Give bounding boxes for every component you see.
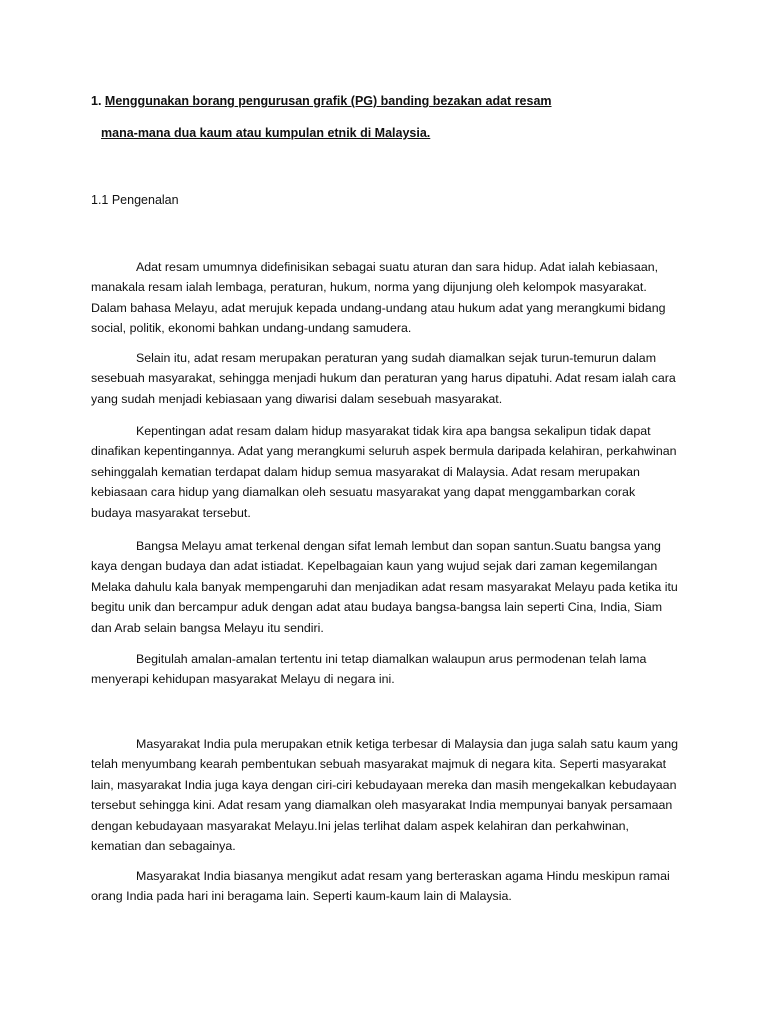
question-number: 1. [91, 94, 102, 108]
paragraph: Masyarakat India biasanya mengikut adat resam yang berteraskan agama Hindu meskipun ramai orang India pada hari ini beragama lain. Seperti kaum-kaum lain di Malaysia. [91, 869, 670, 904]
question-heading-line-1 [91, 94, 552, 108]
section-title: 1.1 Pengenalan [91, 193, 179, 207]
paragraph: Kepentingan adat resam dalam hidup masyarakat tidak kira apa bangsa sekalipun tidak dapat dinafikan kepentingannya. Adat yang merangkumi seluruh aspek bermula daripada kelahiran, perkahwinan sehinggalah kematian terdapat dalam hidup semua masyarakat di Malaysia. Adat resam merupakan kebiasaan cara hidup yang diamalkan oleh sesuatu masyarakat yang dapat menggambarkan corak budaya masyarakat tersebut. [91, 424, 677, 520]
paragraph: Selain itu, adat resam merupakan peraturan yang sudah diamalkan sejak turun-temurun dalam sesebuah masyarakat, sehingga menjadi hukum dan peraturan yang harus dipatuhi. Adat resam ialah cara yang sudah menjadi kebiasaan yang diwarisi dalam sesebuah masyarakat. [91, 351, 676, 406]
paragraph: Bangsa Melayu amat terkenal dengan sifat lemah lembut dan sopan santun.Suatu bangsa yang kaya dengan budaya dan adat istiadat. Kepelbagaian kaun yang wujud sejak dari zaman kegemilangan Melaka dahulu kala banyak mempengaruhi dan menjadikan adat resam masyarakat Melayu pada ketika itu begitu unik dan bercampur aduk dengan adat atau budaya bangsa-bangsa lain seperti Cina, India, Siam dan Arab selain bangsa Melayu itu sendiri. [91, 539, 678, 635]
paragraph: Masyarakat India pula merupakan etnik ketiga terbesar di Malaysia dan juga salah satu kaum yang telah menyumbang kearah pembentukan sebuah masyarakat majmuk di negara kita. Seperti masyarakat lain, masyarakat India juga kaya dengan ciri-ciri kebudayaan mereka dan masih mengekalkan kebudayaan tersebut sehingga kini. Adat resam yang diamalkan oleh masyarakat India mempunyai banyak persamaan dengan kebudayaan masyarakat Melayu.Ini jelas terlihat dalam aspek kelahiran dan perkahwinan, kematian dan sebagainya. [91, 737, 679, 854]
question-heading-line-2 [101, 126, 430, 140]
paragraph: Begitulah amalan-amalan tertentu ini tetap diamalkan walaupun arus permodenan telah lama menyerapi kehidupan masyarakat Melayu di negara ini. [91, 652, 647, 687]
question-text-line-2: mana-mana dua kaum atau kumpulan etnik di Malaysia. [101, 126, 431, 140]
paragraph: Adat resam umumnya didefinisikan sebagai suatu aturan dan sara hidup. Adat ialah kebiasaan, manakala resam ialah lembaga, peraturan, hukum, norma yang dijunjung oleh kelompok masyarakat. Dalam bahasa Melayu, adat merujuk kepada undang-undang atau hukum adat yang merangkumi bidang social, politik, ekonomi bahkan undang-undang samudera. [91, 260, 666, 336]
question-text-line-1: Menggunakan borang pengurusan grafik (PG) banding bezakan adat resam [104, 94, 552, 108]
